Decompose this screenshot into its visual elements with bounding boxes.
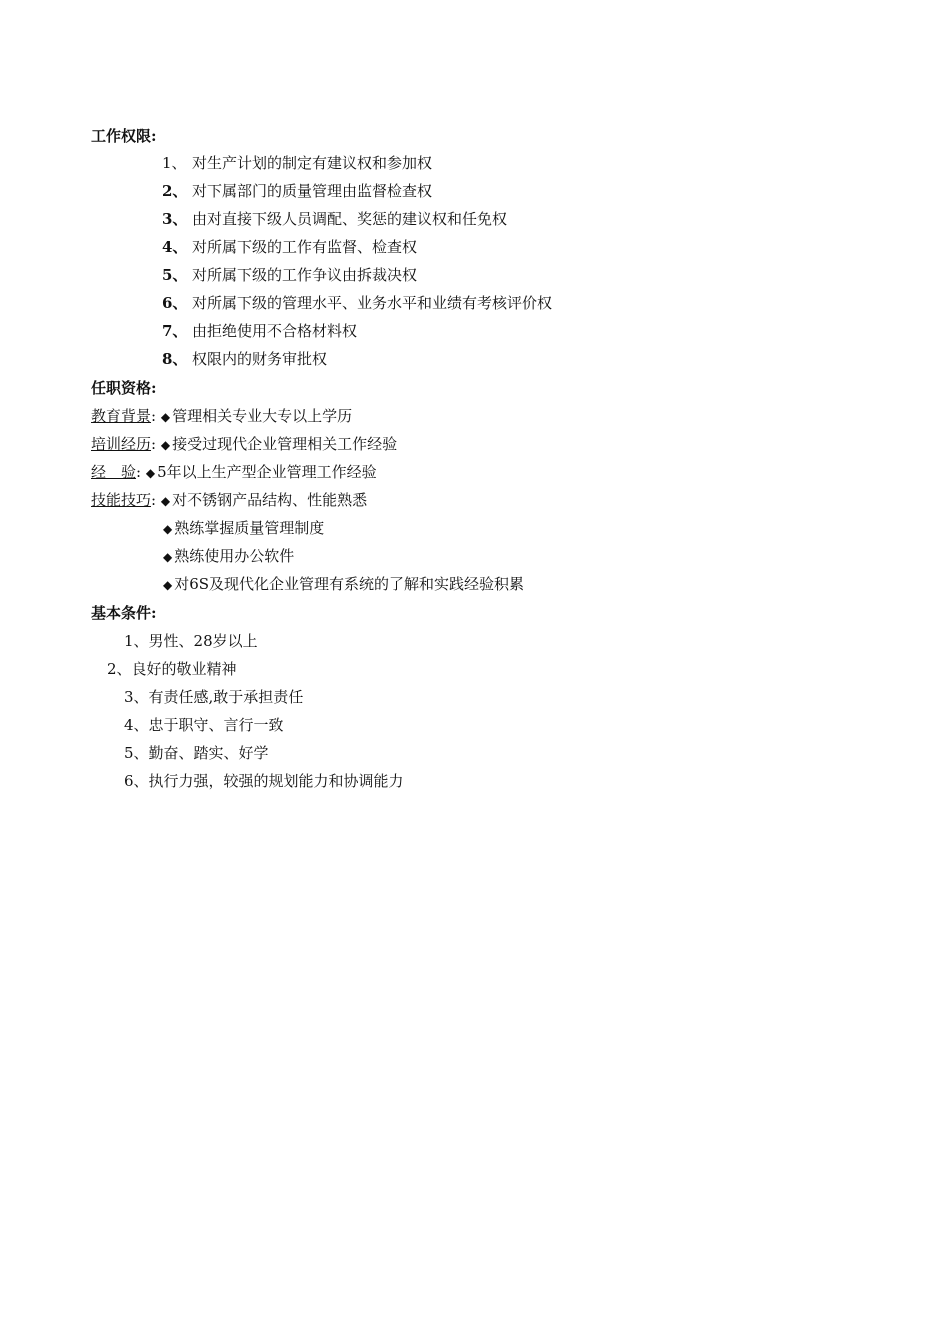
- education-row: [91, 406, 352, 427]
- item-text: 由对直接下级人员调配、奖惩的建议权和任免权: [192, 210, 508, 228]
- skill-item: [163, 574, 524, 595]
- item-text: 对下属部门的质量管理由监督检查权: [192, 182, 433, 200]
- training-label: 培训经历: [91, 435, 152, 453]
- item-number: 1、: [162, 154, 187, 172]
- training-text: 接受过现代企业管理相关工作经验: [172, 435, 398, 453]
- skill-text: 熟练使用办公软件: [174, 547, 295, 565]
- basic-item: 4、忠于职守、言行一致: [124, 716, 284, 734]
- item-text: 对所属下级的工作争议由拆裁决权: [192, 266, 418, 284]
- diamond-bullet-icon: ◆: [160, 438, 171, 452]
- diamond-bullet-icon: ◆: [160, 494, 171, 508]
- separator: :: [151, 407, 157, 425]
- basic-item: 3、有责任感,敢于承担责任: [124, 688, 304, 706]
- authority-item: [162, 321, 357, 341]
- item-number: 2、: [162, 182, 188, 200]
- item-text: 对生产计划的制定有建议权和参加权: [192, 154, 433, 172]
- item-number: 6、: [162, 294, 188, 312]
- diamond-bullet-icon: ◆: [163, 550, 173, 564]
- education-label: 教育背景: [91, 407, 152, 425]
- diamond-bullet-icon: ◆: [145, 466, 156, 480]
- authority-heading: 工作权限:: [91, 127, 157, 145]
- diamond-bullet-icon: ◆: [160, 410, 171, 424]
- diamond-bullet-icon: ◆: [163, 578, 173, 592]
- separator: :: [151, 491, 157, 509]
- skills-row: [91, 490, 367, 511]
- authority-item: [162, 209, 507, 229]
- skill-text: 对6S及现代化企业管理有系统的了解和实践经验积累: [174, 575, 525, 593]
- basic-item: 5、勤奋、踏实、好学: [124, 744, 269, 762]
- item-number: 4、: [162, 238, 188, 256]
- basic-item: 6、执行力强，较强的规划能力和协调能力: [124, 772, 404, 790]
- authority-item: [162, 349, 327, 369]
- separator: :: [136, 463, 142, 481]
- basic-item: 1、男性、28岁以上: [124, 632, 258, 650]
- item-number: 3、: [162, 210, 188, 228]
- experience-label: 经 验: [91, 463, 137, 481]
- item-number: 7、: [162, 322, 188, 340]
- authority-item: [162, 153, 432, 173]
- skill-item: [163, 546, 294, 567]
- authority-item: [162, 181, 432, 201]
- separator: :: [151, 435, 157, 453]
- authority-item: [162, 237, 417, 257]
- education-text: 管理相关专业大专以上学历: [172, 407, 353, 425]
- item-number: 8、: [162, 350, 188, 368]
- qualifications-heading: 任职资格:: [91, 379, 157, 397]
- skill-text: 熟练掌握质量管理制度: [174, 519, 325, 537]
- skill-item: [163, 518, 324, 539]
- diamond-bullet-icon: ◆: [163, 522, 173, 536]
- item-text: 权限内的财务审批权: [192, 350, 328, 368]
- item-text: 对所属下级的工作有监督、检查权: [192, 238, 418, 256]
- skills-label: 技能技巧: [91, 491, 152, 509]
- experience-row: [91, 462, 377, 483]
- training-row: [91, 434, 397, 455]
- item-text: 由拒绝使用不合格材料权: [192, 322, 358, 340]
- item-text: 对所属下级的管理水平、业务水平和业绩有考核评价权: [192, 294, 553, 312]
- item-number: 5、: [162, 266, 188, 284]
- authority-item: [162, 293, 552, 313]
- skill-text: 对不锈钢产品结构、性能熟悉: [172, 491, 368, 509]
- experience-text: 5年以上生产型企业管理工作经验: [157, 463, 377, 481]
- authority-item: [162, 265, 417, 285]
- basic-item: 2、良好的敬业精神: [107, 660, 237, 678]
- basic-heading: 基本条件:: [91, 604, 157, 622]
